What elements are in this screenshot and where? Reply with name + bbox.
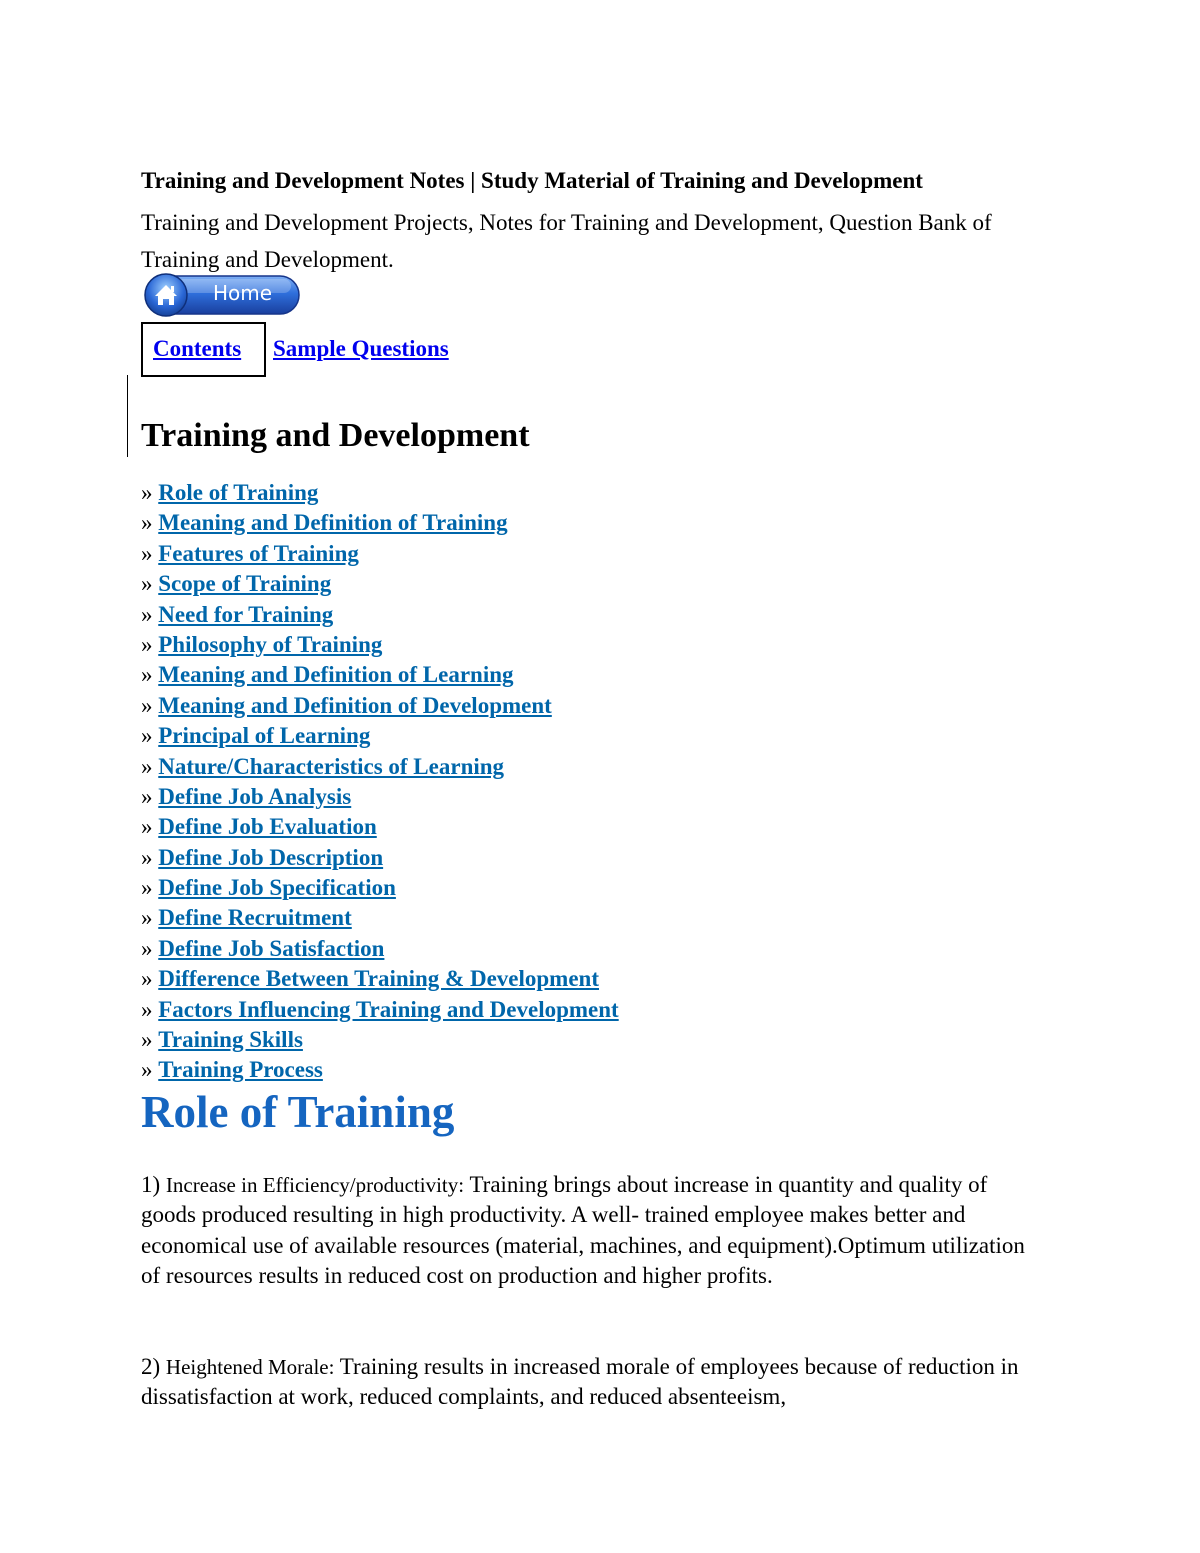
paragraph-number: 1) (141, 1172, 161, 1197)
list-item (141, 873, 619, 903)
bullet-glyph: » (141, 662, 153, 688)
paragraph-body: Training brings about increase in quantity and quality of goods produced resulting in high productivity. A well- trained employee makes better and economical use of available resources (material, machines, and equipment).Optimum utilization of resources results in reduced cost on production and higher profits. (141, 1172, 1025, 1289)
bullet-glyph: » (141, 905, 153, 931)
paragraph-lead: Heightened Morale: (165, 1355, 335, 1379)
topic-link[interactable]: Define Job Description (158, 844, 384, 870)
home-button[interactable] (143, 273, 301, 317)
list-item (141, 478, 619, 508)
bullet-glyph: » (141, 540, 153, 566)
list-item (141, 1055, 619, 1085)
topic-link[interactable]: Define Job Satisfaction (158, 935, 385, 961)
list-item (141, 843, 619, 873)
bullet-glyph: » (141, 814, 153, 840)
bullet-glyph: » (141, 692, 153, 718)
bullet-glyph: » (141, 1027, 153, 1053)
topic-link[interactable]: Scope of Training (158, 571, 332, 597)
document-subtitle: Training and Development Projects, Notes for Training and Development, Question Bank of Training and Development. (141, 210, 992, 272)
list-item (141, 812, 619, 842)
bullet-glyph: » (141, 601, 153, 627)
paragraph-lead: Increase in Efficiency/productivity: (165, 1173, 465, 1197)
bullet-glyph: » (141, 631, 153, 657)
list-item (141, 569, 619, 599)
topic-link[interactable]: Factors Influencing Training and Development (158, 996, 619, 1022)
list-item (141, 903, 619, 933)
list-item (141, 691, 619, 721)
topic-link[interactable]: Nature/Characteristics of Learning (158, 753, 505, 779)
bullet-glyph: » (141, 996, 153, 1022)
topic-link[interactable]: Principal of Learning (158, 723, 371, 749)
bullet-glyph: » (141, 935, 153, 961)
topic-link[interactable]: Meaning and Definition of Learning (158, 662, 514, 688)
list-item (141, 964, 619, 994)
document-title: Training and Development Notes | Study Material of Training and Development (141, 168, 923, 193)
bullet-glyph: » (141, 966, 153, 992)
home-button-label: Home (213, 281, 273, 305)
article-paragraph (141, 1352, 1041, 1413)
topic-link[interactable]: Meaning and Definition of Training (158, 510, 508, 536)
topic-list (141, 478, 619, 1086)
paragraph-number: 2) (141, 1354, 161, 1379)
list-item (141, 934, 619, 964)
topic-link[interactable]: Difference Between Training & Development (158, 966, 599, 992)
tab-divider (264, 336, 266, 370)
bullet-glyph: » (141, 783, 153, 809)
list-item (141, 660, 619, 690)
bullet-glyph: » (141, 723, 153, 749)
topic-link[interactable]: Meaning and Definition of Development (158, 692, 552, 718)
topic-link[interactable]: Training Process (158, 1057, 323, 1083)
paragraph-body: Training results in increased morale of employees because of reduction in dissatisfaction at work, reduced complaints, and reduced absenteeism, (141, 1354, 1019, 1410)
list-item (141, 630, 619, 660)
section-heading: Training and Development (141, 417, 530, 454)
tab-contents[interactable]: Contents (153, 336, 242, 361)
list-item (141, 508, 619, 538)
article-heading: Role of Training (141, 1087, 455, 1137)
topic-link[interactable]: Features of Training (158, 540, 359, 566)
bullet-glyph: » (141, 1057, 153, 1083)
bullet-glyph: » (141, 753, 153, 779)
list-item (141, 782, 619, 812)
list-item (141, 995, 619, 1025)
topic-link[interactable]: Define Job Specification (158, 875, 396, 901)
bullet-glyph: » (141, 510, 153, 536)
topic-link[interactable]: Philosophy of Training (158, 631, 383, 657)
bullet-glyph: » (141, 875, 153, 901)
margin-change-bar (127, 375, 128, 457)
topic-link[interactable]: Define Recruitment (158, 905, 352, 931)
bullet-glyph: » (141, 844, 153, 870)
bullet-glyph: » (141, 480, 153, 505)
tab-sample-questions[interactable]: Sample Questions (273, 336, 449, 361)
topic-link[interactable]: Need for Training (158, 601, 334, 627)
article-paragraph (141, 1170, 1041, 1292)
list-item (141, 1025, 619, 1055)
list-item (141, 721, 619, 751)
topic-link[interactable]: Training Skills (158, 1027, 303, 1053)
list-item (141, 539, 619, 569)
list-item (141, 600, 619, 630)
topic-link[interactable]: Define Job Analysis (158, 783, 352, 809)
topic-link[interactable]: Role of Training (158, 480, 319, 505)
list-item (141, 752, 619, 782)
bullet-glyph: » (141, 571, 153, 597)
topic-link[interactable]: Define Job Evaluation (158, 814, 377, 840)
